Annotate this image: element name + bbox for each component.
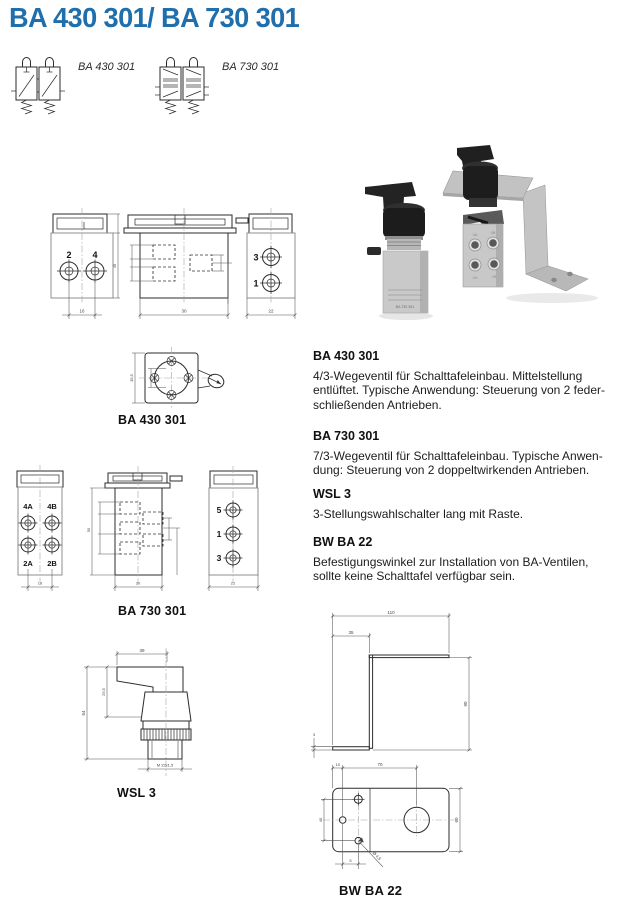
product-photo	[350, 138, 625, 333]
ba430-right-view	[246, 208, 297, 319]
dimension-label: 60	[454, 817, 459, 823]
ba430-side-view	[124, 208, 248, 319]
port-label: 4	[92, 250, 98, 260]
port-label: 4B	[490, 230, 496, 235]
section-ba730	[313, 429, 621, 478]
symbol-ba430	[8, 54, 78, 120]
valve-symbol	[11, 58, 65, 115]
page-title: BA 430 301/ BA 730 301	[9, 2, 300, 33]
caption-wsl3: WSL 3	[117, 786, 156, 800]
dimension-label: 10	[335, 762, 340, 767]
section-heading: BA 730 301	[313, 429, 380, 443]
port-label: 2A	[23, 559, 33, 568]
drawing-wsl3	[60, 640, 240, 782]
dimension-label: 5	[349, 858, 352, 863]
knurl-hatch	[144, 729, 189, 740]
port-label: 4B	[47, 502, 57, 511]
section-wsl3	[313, 487, 621, 521]
caption-bwba22: BW BA 22	[339, 883, 403, 898]
dimension-label: M 22x1,5	[156, 762, 174, 768]
port-label: 4A	[472, 232, 478, 237]
dimension-label: 39	[139, 648, 145, 653]
section-line: schließenden Antrieben.	[313, 397, 442, 412]
dimension-label: 64	[81, 710, 86, 716]
bwba22-side-view	[311, 610, 472, 758]
port-label: 3	[253, 252, 259, 263]
port-label: 4A	[23, 502, 33, 511]
dimension-label: 50	[87, 527, 91, 533]
section-bwba22	[313, 535, 621, 584]
dimension-label: 45	[113, 263, 117, 269]
dimension-label: 70	[377, 762, 383, 767]
dimension-label: 90	[463, 701, 468, 707]
valve-marking: BA 730 301	[395, 305, 415, 309]
dimension-label: 22	[268, 308, 274, 314]
section-line: dung: Steuerung von 2 doppeltwirkenden Antrieben.	[313, 463, 590, 478]
dimension-label: 110	[387, 610, 395, 615]
section-line: 3-Stellungswahlschalter lang mit Raste.	[313, 507, 524, 521]
symbol-ba430-label: BA 430 301	[78, 61, 136, 73]
drawing-ba730	[10, 450, 310, 598]
ba730-front-view	[17, 465, 63, 591]
dimension-label: 30	[135, 580, 141, 586]
wsl3-side-view	[81, 648, 192, 776]
caption-ba430: BA 430 301	[118, 413, 187, 427]
section-ba430	[313, 349, 621, 412]
dimension-label: 35,5	[130, 374, 134, 382]
photo-bracket-valve	[443, 145, 588, 291]
shadow	[506, 293, 598, 303]
port-label: 2B	[491, 274, 497, 279]
dimension-label: 16	[37, 580, 43, 586]
section-line: 7/3-Wegeventil für Schalttafeleinbau. Typische Anwen-	[313, 449, 603, 463]
section-line: Befestigungswinkel zur Installation von BA-Ventilen,	[313, 555, 589, 569]
section-line: sollte keine Schalttafel verfügbar sein.	[313, 569, 516, 584]
dimension-label: 29,5	[101, 688, 106, 696]
port-label: 2	[66, 250, 72, 260]
caption-ba730: BA 730 301	[118, 604, 187, 618]
port-label: 1	[216, 529, 222, 539]
dimension-label: 40	[318, 817, 323, 823]
photo-valve-left	[365, 182, 428, 313]
drawing-ba430	[40, 200, 320, 415]
ba430-front-view	[51, 208, 120, 319]
dimension-label: 3	[312, 732, 316, 737]
section-line: entlüftet. Typische Anwendung: Steuerung von 2 feder-	[313, 383, 605, 398]
port-label: 2A	[472, 275, 478, 280]
ba730-side-view	[87, 466, 182, 591]
port-label: 2B	[47, 559, 57, 568]
symbol-ba730	[152, 54, 222, 120]
ba730-right-view	[208, 466, 260, 591]
bwba22-top-view	[318, 762, 463, 869]
section-line: 4/3-Wegeventil für Schalttafeleinbau. Mittelstellung	[313, 369, 583, 383]
dimension-label: 35	[348, 630, 354, 635]
port-label: 3	[216, 553, 222, 563]
section-heading: BA 430 301	[313, 349, 380, 363]
section-heading: WSL 3	[313, 487, 351, 501]
port-label: 5	[216, 505, 222, 515]
dimension-label: 16	[79, 308, 85, 314]
port-label: 1	[253, 278, 259, 289]
dimension-label: 30	[181, 308, 187, 314]
symbol-ba730-label: BA 730 301	[222, 61, 280, 73]
valve-symbol	[155, 58, 209, 115]
dimension-label: Ø 4,5	[371, 850, 383, 862]
section-heading: BW BA 22	[313, 535, 373, 549]
drawing-bwba22	[295, 605, 580, 877]
dimension-label: 22	[230, 580, 236, 586]
ba430-top-view	[130, 347, 226, 409]
